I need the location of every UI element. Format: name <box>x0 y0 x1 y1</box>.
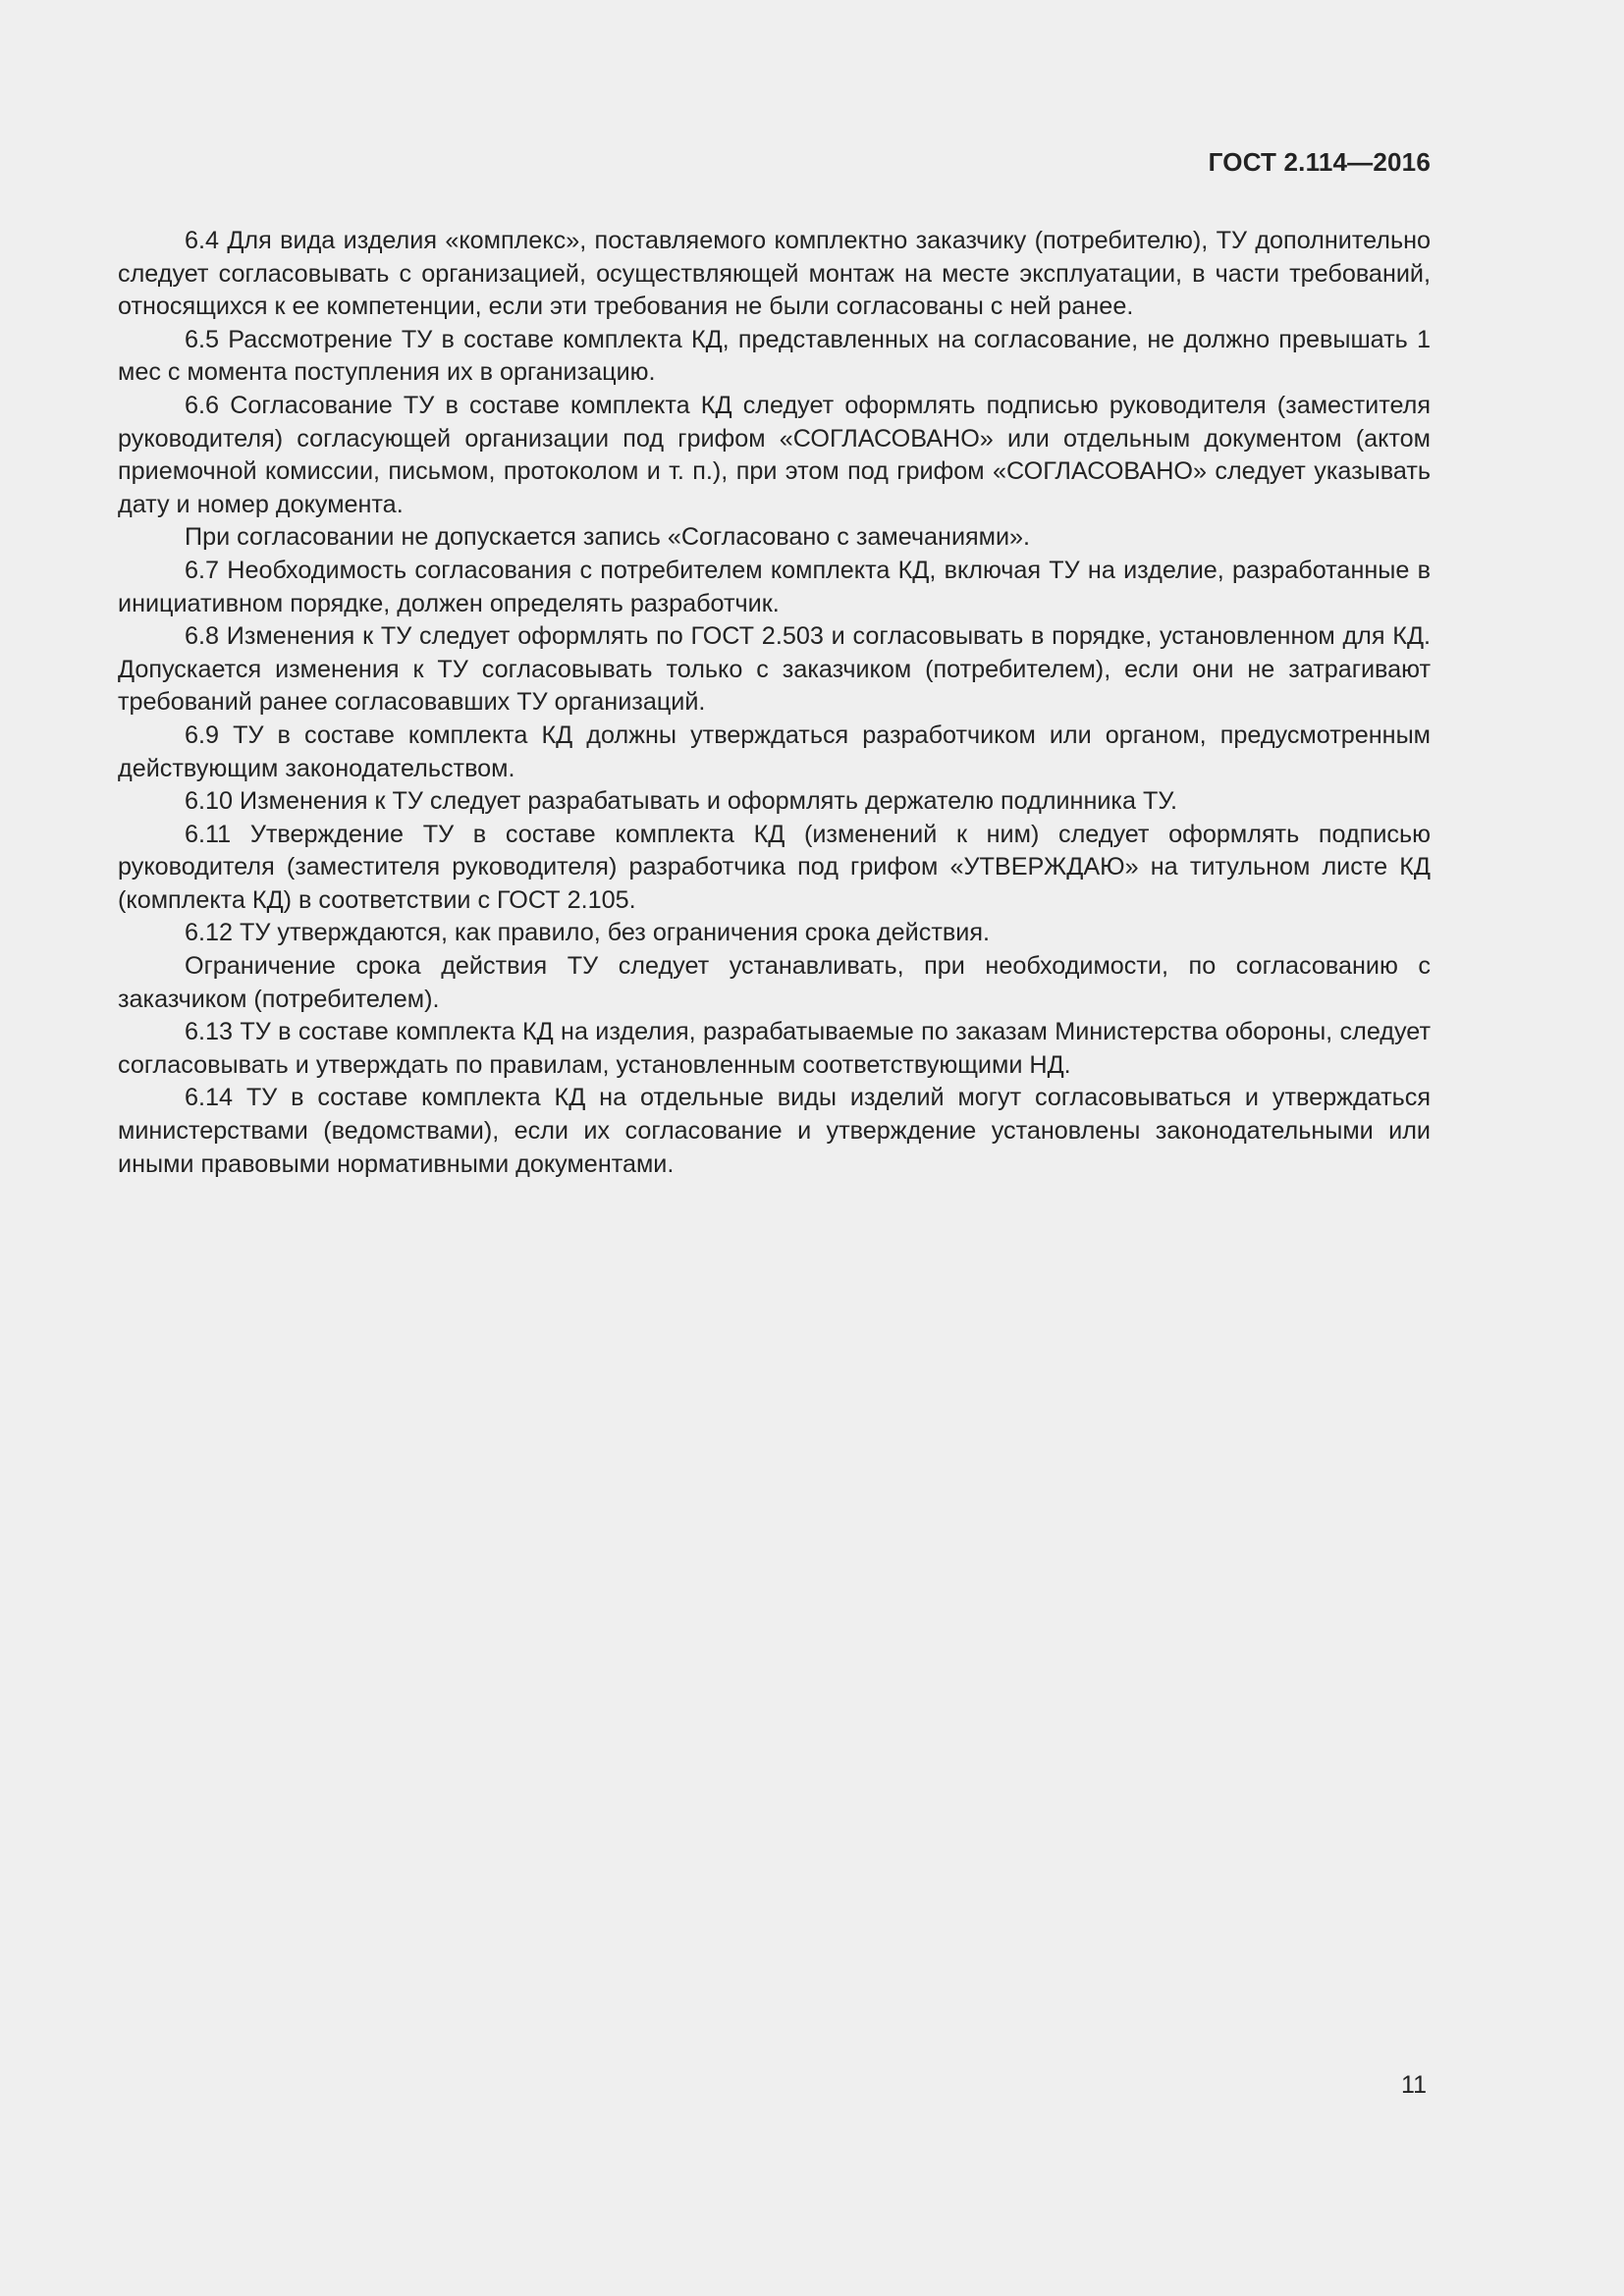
paragraph-6-6: 6.6 Согласование ТУ в составе комплекта КД следует оформлять подписью руководителя (заместителя руководителя) согласующей организации под грифом «СОГЛАСОВАНО» или отдельным документом (актом приемочной комиссии, письмом, протоколом и т. п.), при этом под грифом «СОГЛАСОВАНО» следует указывать дату и номер документа. <box>118 391 1431 518</box>
paragraph-6-7: 6.7 Необходимость согласования с потребителем комплекта КД, включая ТУ на изделие, разработанные в инициативном порядке, должен определять разработчик. <box>118 556 1431 617</box>
paragraph-6-5: 6.5 Рассмотрение ТУ в составе комплекта КД, представленных на согласование, не должно превышать 1 мес с момента поступления их в организацию. <box>118 325 1431 387</box>
paragraph-6-12: 6.12 ТУ утверждаются, как правило, без ограничения срока действия. <box>185 919 990 947</box>
paragraph-6-6-note: При согласовании не допускается запись «Согласовано с замечаниями». <box>185 523 1031 552</box>
document-code: ГОСТ 2.114—2016 <box>1208 147 1431 177</box>
paragraph-6-12-note: Ограничение срока действия ТУ следует устанавливать, при необходимости, по согласованию с заказчиком (потребителем). <box>118 952 1431 1013</box>
paragraph-6-8: 6.8 Изменения к ТУ следует оформлять по ГОСТ 2.503 и согласовывать в порядке, установленном для КД. Допускается изменения к ТУ согласовывать только с заказчиком (потребителем), если они не затрагивают требований ранее согласовавших ТУ организаций. <box>118 622 1431 717</box>
paragraph-6-4: 6.4 Для вида изделия «комплекс», поставляемого комплектно заказчику (потребителю), ТУ дополнительно следует согласовывать с организацией, осуществляющей монтаж на месте эксплуатации, в части требований, относящихся к ее компетенции, если эти требования не были согласованы с ней ранее. <box>118 227 1431 321</box>
paragraph-6-11: 6.11 Утверждение ТУ в составе комплекта КД (изменений к ним) следует оформлять подписью руководителя (заместителя руководителя) разработчика под грифом «УТВЕРЖДАЮ» на титульном листе КД (комплекта КД) в соответствии с ГОСТ 2.105. <box>118 820 1431 914</box>
paragraph-6-13: 6.13 ТУ в составе комплекта КД на изделия, разрабатываемые по заказам Министерства обороны, следует согласовывать и утверждать по правилам, установленным соответствующими НД. <box>118 1018 1431 1079</box>
paragraph-6-14: 6.14 ТУ в составе комплекта КД на отдельные виды изделий могут согласовываться и утверждаться министерствами (ведомствами), если их согласование и утверждение установлены законодательными или иными правовыми нормативными документами. <box>118 1084 1431 1178</box>
paragraph-6-9: 6.9 ТУ в составе комплекта КД должны утверждаться разработчиком или органом, предусмотренным действующим законодательством. <box>118 721 1431 782</box>
paragraph-6-10: 6.10 Изменения к ТУ следует разрабатывать и оформлять держателю подлинника ТУ. <box>185 787 1178 816</box>
document-body <box>118 225 1431 1181</box>
page-number: 11 <box>1401 2071 1427 2099</box>
